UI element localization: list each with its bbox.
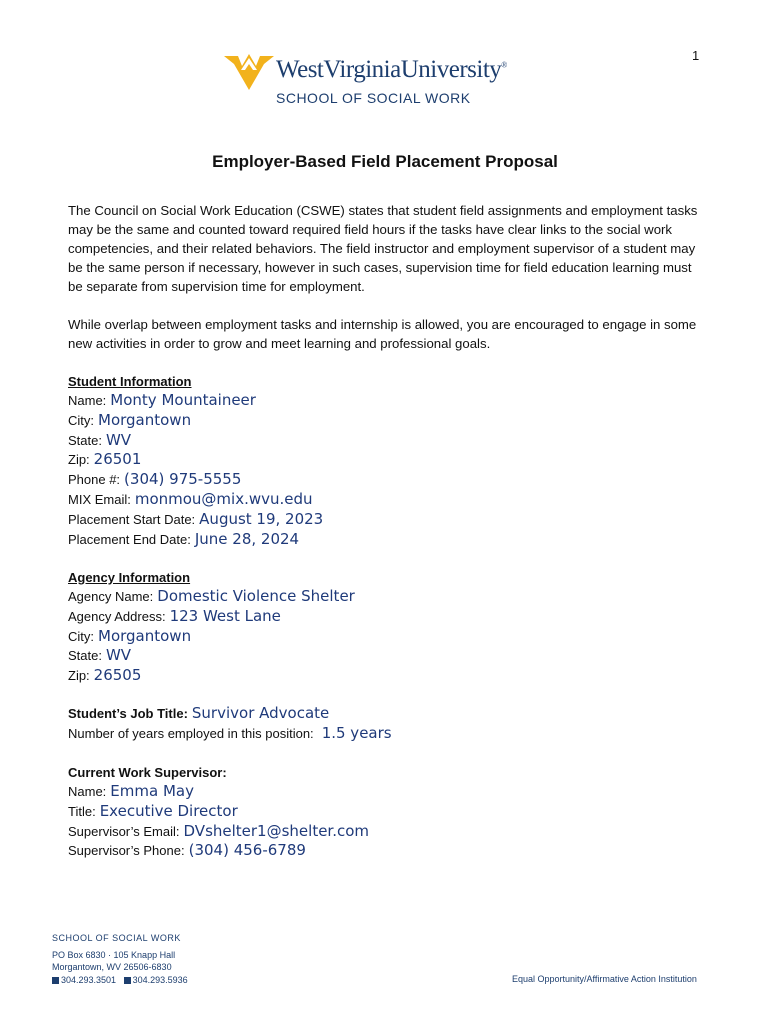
page-number: 1: [692, 48, 700, 63]
agency-state-value[interactable]: WV: [105, 646, 132, 665]
wordmark-text: WestVirginiaUniversity: [276, 56, 502, 83]
field-label: City:: [68, 412, 94, 428]
supervisor-name-row: [68, 782, 708, 802]
field-label: Zip:: [68, 452, 90, 468]
supervisor-email-value[interactable]: DVshelter1@shelter.com: [183, 821, 370, 840]
field-label: MIX Email:: [68, 491, 131, 507]
footer-fax: 304.293.5936: [132, 974, 188, 985]
field-label: Zip:: [68, 668, 90, 684]
student-city-row: [68, 411, 708, 431]
student-name-value[interactable]: Monty Mountaineer: [110, 391, 256, 409]
years-employed-value[interactable]: 1.5 years: [321, 723, 392, 742]
student-zip-row: [68, 450, 708, 470]
student-name-row: [68, 391, 708, 411]
supervisor-email-row: [68, 822, 708, 842]
field-label: State:: [68, 648, 102, 664]
footer-address-line1: PO Box 6830 · 105 Knapp Hall: [52, 949, 176, 960]
agency-state-row: [68, 646, 708, 666]
student-phone-value[interactable]: (304) 975-5555: [124, 470, 242, 489]
footer-title: SCHOOL OF SOCIAL WORK: [52, 933, 181, 943]
student-email-value[interactable]: monmou@mix.wvu.edu: [134, 489, 313, 508]
eeo-statement: Equal Opportunity/Affirmative Action Institution: [512, 974, 697, 984]
school-name: SCHOOL OF SOCIAL WORK: [276, 90, 471, 106]
agency-city-value[interactable]: Morgantown: [98, 626, 192, 645]
student-phone-row: [68, 470, 708, 490]
supervisor-name-value[interactable]: Emma May: [110, 782, 194, 800]
field-label: Phone #:: [68, 472, 121, 488]
field-label: Placement End Date:: [68, 531, 191, 547]
field-label: Placement Start Date:: [68, 511, 196, 527]
supervisor-information: [68, 763, 708, 861]
student-information: [68, 372, 708, 549]
placement-end-value[interactable]: June 28, 2024: [194, 529, 300, 548]
placement-start-row: [68, 510, 708, 530]
supervisor-phone-value[interactable]: (304) 456-6789: [188, 841, 306, 860]
field-label: City:: [68, 628, 94, 644]
supervisor-title-value[interactable]: Executive Director: [99, 801, 238, 820]
student-city-value[interactable]: Morgantown: [98, 410, 192, 429]
agency-heading: Agency Information: [68, 570, 191, 585]
job-title-row: [68, 704, 708, 724]
flying-wv-icon: [224, 52, 274, 92]
trademark: ®: [501, 60, 507, 70]
placement-start-value[interactable]: August 19, 2023: [199, 509, 324, 528]
field-label: Agency Address:: [68, 608, 166, 624]
job-title-value[interactable]: Survivor Advocate: [191, 704, 330, 722]
footer-contact: [52, 974, 188, 987]
field-label: Student’s Job Title:: [68, 706, 188, 721]
agency-name-value[interactable]: Domestic Violence Shelter: [157, 587, 355, 605]
student-state-value[interactable]: WV: [105, 430, 132, 449]
student-state-row: [68, 431, 708, 451]
supervisor-title-row: [68, 802, 708, 822]
agency-address-value[interactable]: 123 West Lane: [169, 606, 281, 625]
field-label: Name:: [68, 393, 107, 408]
agency-zip-value[interactable]: 26505: [93, 666, 142, 685]
footer-address: [52, 932, 188, 986]
placement-end-row: [68, 530, 708, 550]
field-label: State:: [68, 432, 102, 448]
agency-information: [68, 568, 708, 686]
wvu-logo: [224, 48, 524, 110]
agency-name-row: [68, 587, 708, 607]
supervisor-heading: Current Work Supervisor:: [68, 765, 227, 780]
wordmark: [276, 56, 507, 84]
agency-address-row: [68, 607, 708, 627]
years-employed-row: [68, 724, 708, 744]
field-label: Supervisor’s Phone:: [68, 843, 185, 859]
student-email-row: [68, 490, 708, 510]
agency-zip-row: [68, 666, 708, 686]
student-heading: Student Information: [68, 374, 192, 389]
supervisor-phone-row: [68, 841, 708, 861]
field-label: Number of years employed in this position:: [68, 725, 314, 741]
intro-paragraph: The Council on Social Work Education (CSWE) states that student field assignments and employment tasks may be the same and counted toward required field hours if the tasks have clear links to the social work competencies, and their related behaviors. The field instructor and employment supervisor of a student may be the same person if necessary, however in such cases, supervision time for field education learning must be separate from supervision time for employment.: [68, 203, 698, 294]
overlap-paragraph: While overlap between employment tasks and internship is allowed, you are encouraged to engage in some new activities in order to grow and meet learning and professional goals.: [68, 317, 697, 351]
footer-address-line2: Morgantown, WV 26506-6830: [52, 962, 172, 972]
field-label: Supervisor’s Email:: [68, 823, 180, 839]
field-label: Title:: [68, 803, 96, 819]
field-label: Agency Name:: [68, 589, 154, 604]
agency-city-row: [68, 627, 708, 647]
student-zip-value[interactable]: 26501: [93, 450, 142, 469]
document-title: Employer-Based Field Placement Proposal: [212, 152, 558, 171]
footer-phone: 304.293.3501: [61, 974, 117, 985]
phone-icon: [52, 977, 59, 984]
job-information: [68, 704, 708, 744]
fax-icon: [124, 977, 131, 984]
field-label: Name:: [68, 784, 107, 799]
